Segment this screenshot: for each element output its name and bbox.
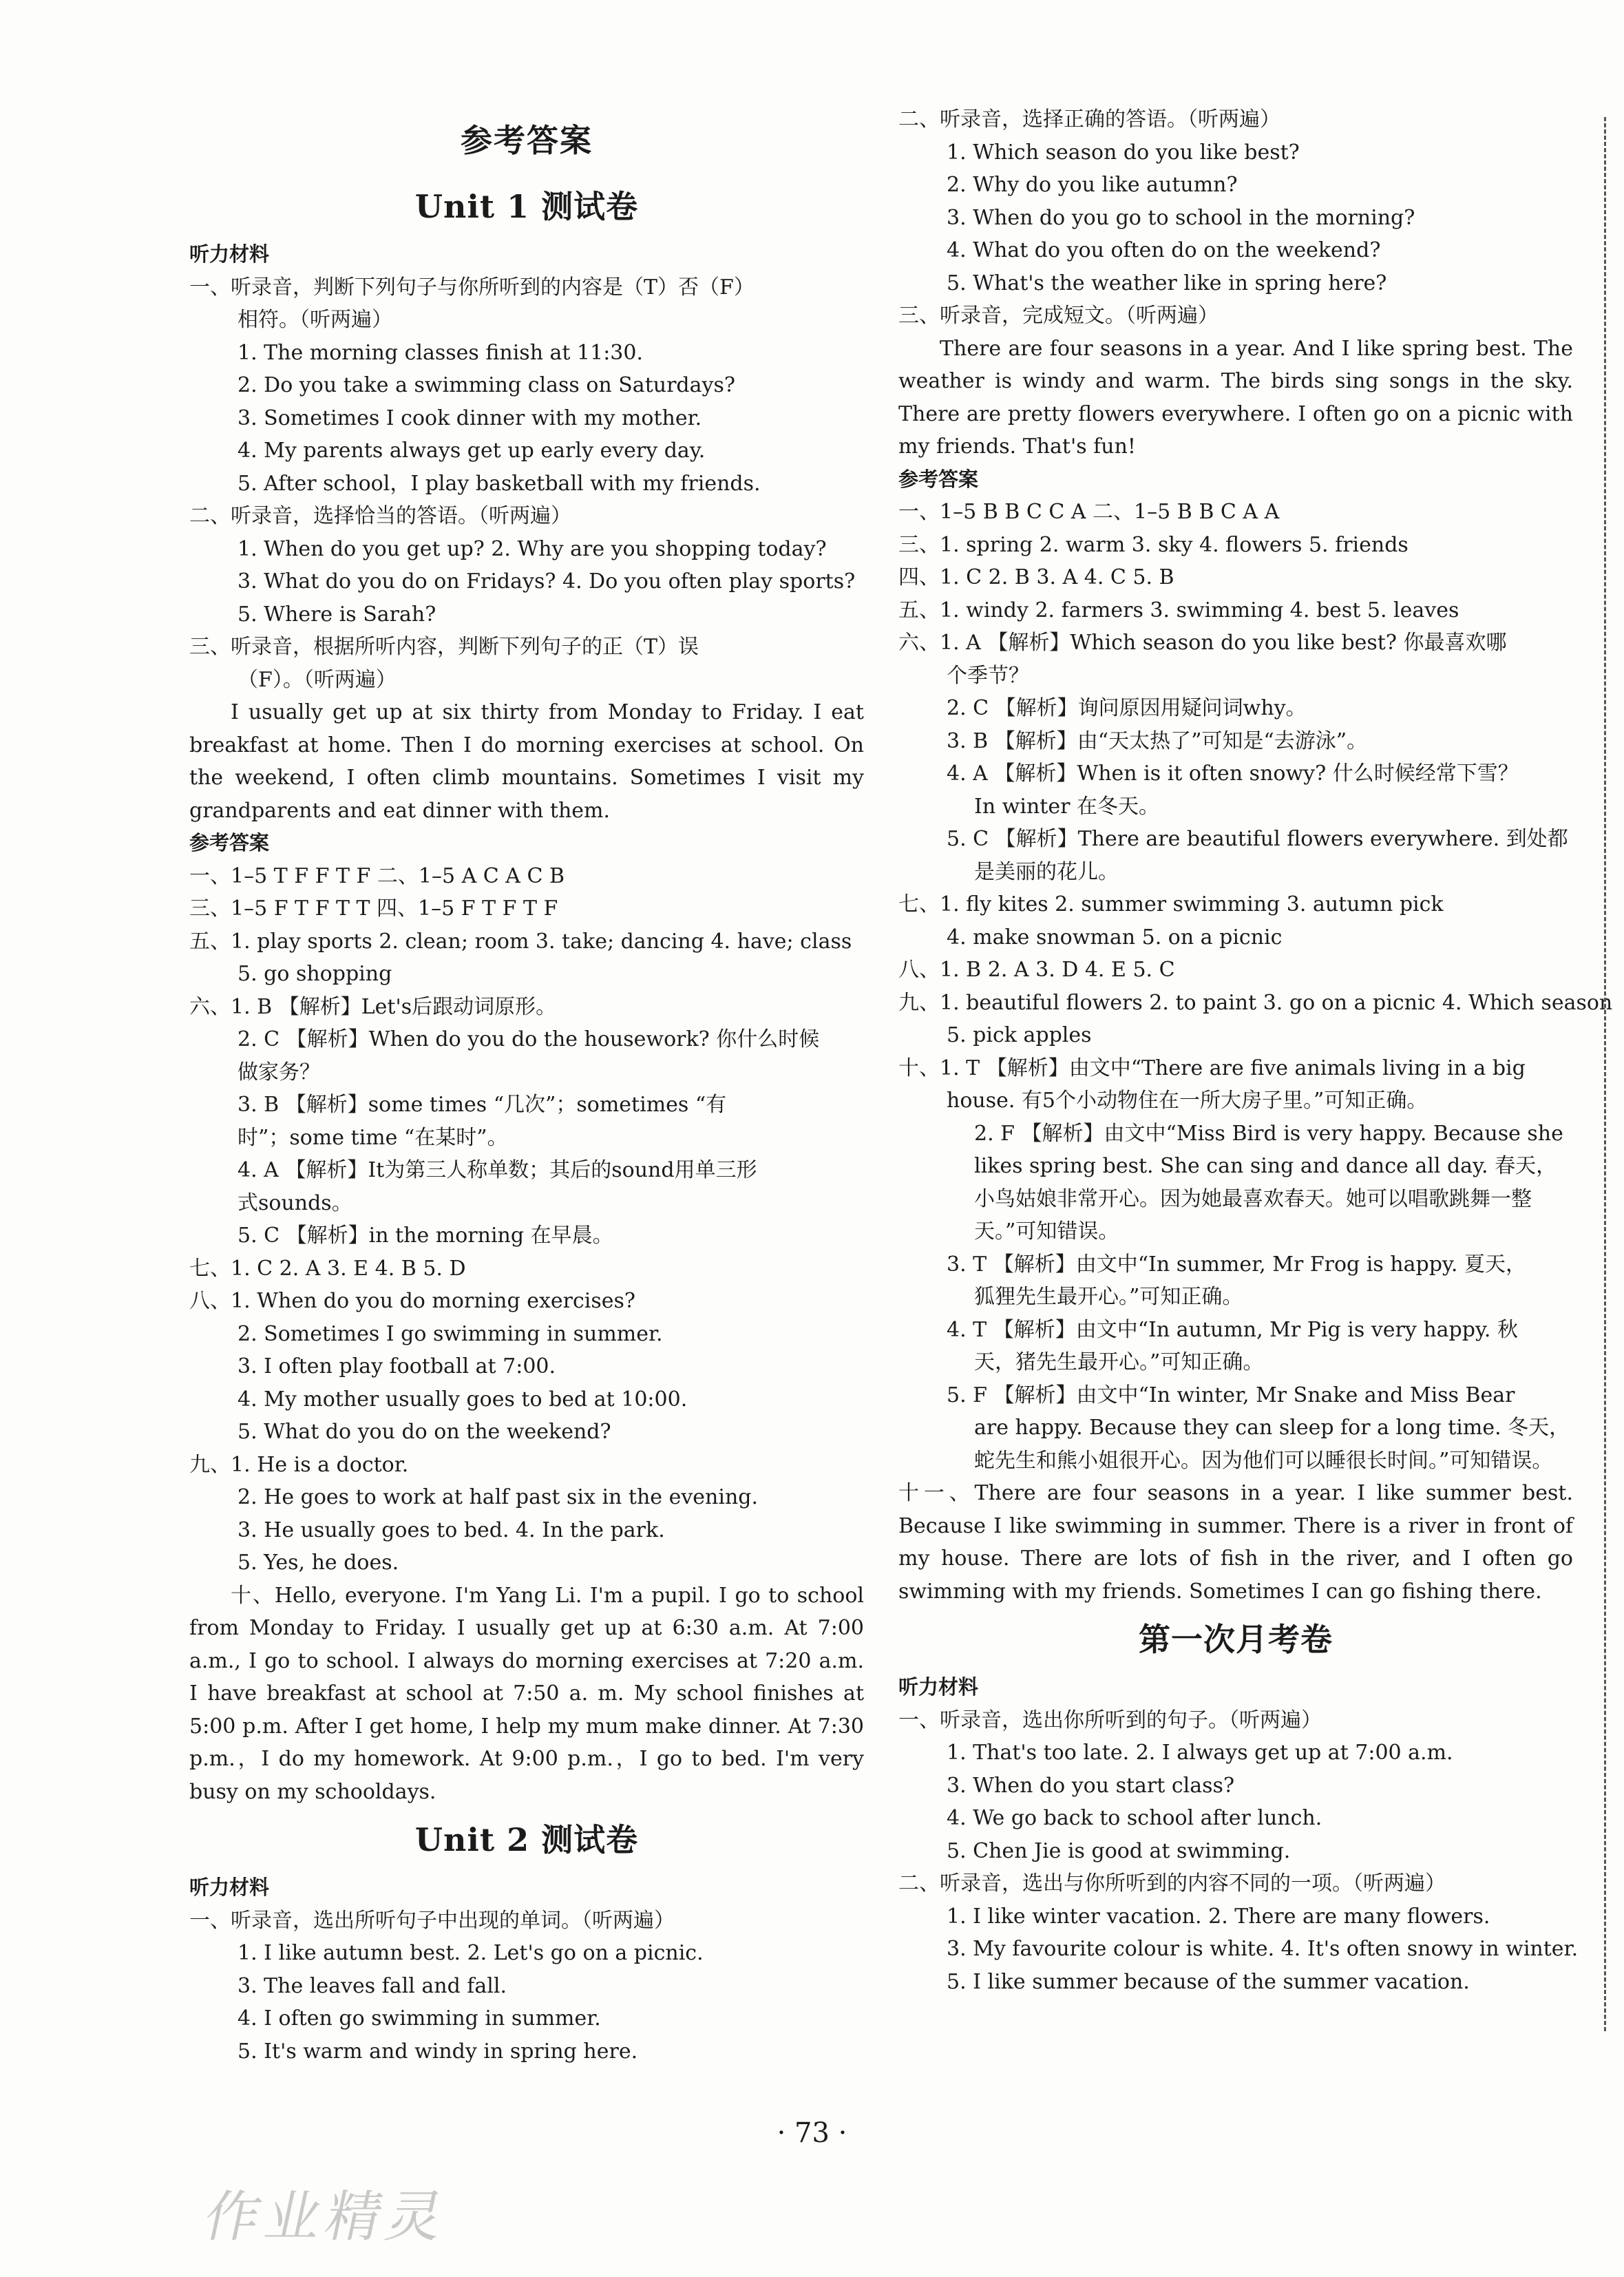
indented-line: 相符。（听两遍） [238,308,392,332]
text-line: 一、1–5 B B C C A 二、1–5 B B C A A [898,500,1280,524]
section-heading: 第一次月考卷 [1139,1621,1333,1658]
indented-line: 狐狸先生最开心。”可知正确。 [974,1285,1243,1309]
text-line: 五、1. windy 2. farmers 3. swimming 4. best 5. leaves [898,598,1459,622]
indented-line: 2. Sometimes I go swimming in summer. [238,1321,663,1346]
indented-line: 时”；some time “在某时”。 [238,1125,508,1150]
text-line: 七、1. C 2. A 3. E 4. B 5. D [189,1256,466,1281]
text-line: 十、1. T 【解析】由文中“There are five animals living in a big [898,1056,1526,1080]
indented-line: 4. I often go swimming in summer. [238,2006,601,2031]
text-line: 三、1–5 F T F T T 四、1–5 F T F T F [189,896,558,921]
indented-line: 5. I like summer because of the summer vacation. [947,1969,1470,1994]
indented-line: 3. T 【解析】由文中“In summer, Mr Frog is happy. 夏天， [947,1252,1526,1277]
indented-line: 5. C 【解析】There are beautiful flowers everywhere. 到处都 [947,827,1568,851]
indented-line: 3. Sometimes I cook dinner with my mother. [238,406,702,430]
indented-line: 3. B 【解析】some times “几次”；sometimes “有 [238,1093,727,1117]
subsection-label: 听力材料 [189,242,270,266]
indented-line: 4. What do you often do on the weekend? [947,238,1381,262]
indented-line: 3. When do you start class? [947,1773,1235,1798]
indented-line: 4. T 【解析】由文中“In autumn, Mr Pig is very happy. 秋 [947,1317,1518,1342]
indented-line: 5. pick apples [947,1023,1092,1047]
text-line: 二、听录音，选出与你所听到的内容不同的一项。（听两遍） [898,1871,1446,1896]
indented-line: 5. C 【解析】in the morning 在早晨。 [238,1224,613,1248]
subsection-label: 听力材料 [189,1876,270,1899]
indented-line: 5. Yes, he does. [238,1551,399,1575]
subsection-label: 听力材料 [898,1675,979,1699]
indented-line: 5. F 【解析】由文中“In winter, Mr Snake and Miss Bear [947,1383,1515,1407]
paragraph: There are four seasons in a year. And I like spring best. The weather is windy and warm. The birds sing songs in the sky. There are pretty flowers everywhere. I often go on a picnic with my friends. That's fun! [898,336,1573,459]
section-heading: Unit 1 测试卷 [414,188,639,225]
indented-line: 2. C 【解析】询问原因用疑问词why。 [947,696,1307,720]
indented-line: 是美丽的花儿。 [974,859,1119,884]
paragraph: 十、Hello, everyone. I'm Yang Li. I'm a pupil. I go to school from Monday to Friday. I usually get up at 6:30 a.m. At 7:00 a.m., I go to school. I always do morning exercises at 7:20 a.m. I have breakfast at school at 7:50 a. m. My school finishes at 5:00 p.m. After I get home, I help my mum make dinner. At 7:30 p.m.，I do my homework. At 9:00 p.m.，I go to bed. I'm very busy on my schooldays. [189,1583,864,1804]
text-line: 八、1. When do you do morning exercises? [189,1289,636,1313]
indented-line: 5. Where is Sarah? [238,602,436,627]
indented-line: （F）。（听两遍） [238,667,397,692]
indented-line: 3. B 【解析】由“天太热了”可知是“去游泳”。 [947,728,1368,753]
text-line: 六、1. B 【解析】Let's后跟动词原形。 [189,994,557,1019]
indented-line: 4. A 【解析】It为第三人称单数；其后的sound用单三形 [238,1158,757,1182]
indented-line: In winter 在冬天。 [974,794,1159,819]
indented-line: 1. That's too late. 2. I always get up at 7:00 a.m. [947,1741,1453,1765]
indented-line: 2. Do you take a swimming class on Saturdays? [238,373,735,397]
indented-line: 做家务？ [238,1060,320,1084]
indented-line: 天，猪先生最开心。”可知正确。 [974,1350,1264,1374]
indented-line: 4. My mother usually goes to bed at 10:00. [238,1387,688,1412]
indented-line: house. 有5个小动物住在一所大房子里。”可知正确。 [947,1089,1428,1113]
indented-line: 3. When do you go to school in the morning? [947,205,1415,230]
indented-line: 2. C 【解析】When do you do the housework? 你什么时候 [238,1027,820,1051]
indented-line: 2. He goes to work at half past six in the evening. [238,1485,759,1509]
subsection-label: 参考答案 [898,467,979,491]
page-number: · 73 · [777,2117,847,2149]
text-line: 四、1. C 2. B 3. A 4. C 5. B [898,565,1174,589]
text-line: 二、听录音，选择正确的答语。（听两遍） [898,107,1280,132]
text-line: 一、听录音，判断下列句子与你所听到的内容是（T）否（F） [189,275,755,300]
text-line: 八、1. B 2. A 3. D 4. E 5. C [898,958,1175,982]
indented-line: 4. A 【解析】When is it often snowy? 什么时候经常下雪？ [947,762,1519,786]
text-line: 九、1. He is a doctor. [189,1452,409,1477]
subsection-label: 参考答案 [189,831,270,854]
indented-line: 3. My favourite colour is white. 4. It's often snowy in winter. [947,1937,1579,1961]
text-line: 三、听录音，完成短文。（听两遍） [898,304,1219,328]
left-column [189,103,864,2068]
indented-line: 5. Chen Jie is good at swimming. [947,1838,1291,1863]
indented-line: 5. After school，I play basketball with my friends. [238,471,761,496]
section-heading: Unit 2 测试卷 [414,1821,639,1858]
indented-line: 5. What's the weather like in spring here? [947,271,1387,295]
paragraph: 十一、There are four seasons in a year. I like summer best. Because I like swimming in summer. There is a river in front of my house. There are lots of fish in the river, and I often go swimming with my friends. Sometimes I can go fishing there. [898,1481,1573,1604]
wrapped-line: 2. F 【解析】由文中“Miss Bird is very happy. Because she likes spring best. She can sing and dance all day. 春天，小鸟姑娘非常开心。因为她最喜欢春天。她可以唱歌跳舞一整天。”可知错误。 [974,1121,1563,1244]
text-line: 一、听录音，选出你所听到的句子。（听两遍） [898,1708,1322,1732]
dashed-divider [1604,117,1606,2031]
right-column [898,103,1613,1998]
indented-line: 4. We go back to school after lunch. [947,1806,1322,1830]
indented-line: 4. make snowman 5. on a picnic [947,925,1283,949]
indented-line: 4. My parents always get up early every day. [238,439,706,463]
paragraph: I usually get up at six thirty from Monday to Friday. I eat breakfast at home. Then I do morning exercises at school. On the weekend, I often climb mountains. Sometimes I visit my grandparents and eat dinner with them. [189,700,864,823]
indented-line: 5. What do you do on the weekend? [238,1420,611,1444]
indented-line: 1. Which season do you like best? [947,140,1300,165]
text-line: 一、1–5 T F F T F 二、1–5 A C A C B [189,863,565,888]
indented-line: 1. When do you get up? 2. Why are you shopping today? [238,536,827,561]
text-line: 一、听录音，选出所听句子中出现的单词。（听两遍） [189,1908,675,1933]
page-heading: 参考答案 [461,122,593,159]
indented-line: 3. I often play football at 7:00. [238,1354,556,1378]
indented-line: 5. go shopping [238,962,392,986]
indented-line: 1. I like winter vacation. 2. There are many flowers. [947,1904,1490,1929]
indented-line: 1. The morning classes finish at 11:30. [238,340,644,365]
indented-line: 1. I like autumn best. 2. Let's go on a picnic. [238,1941,704,1965]
indented-line: 5. It's warm and windy in spring here. [238,2039,638,2064]
text-line: 七、1. fly kites 2. summer swimming 3. autumn pick [898,892,1444,916]
text-line: 二、听录音，选择恰当的答语。（听两遍） [189,504,571,528]
text-line: 九、1. beautiful flowers 2. to paint 3. go on a picnic 4. Which season [898,990,1613,1015]
text-line: 三、1. spring 2. warm 3. sky 4. flowers 5. friends [898,532,1409,557]
indented-line: 3. The leaves fall and fall. [238,1973,507,1998]
indented-line: 式sounds。 [238,1190,352,1215]
wrapped-line: are happy. Because they can sleep for a long time. 冬天，蛇先生和熊小姐很开心。因为他们可以睡很长时间。”可知错误。 [974,1416,1570,1473]
indented-line: 个季节？ [947,663,1029,688]
text-line: 三、听录音，根据所听内容，判断下列句子的正（T）误 [189,635,699,659]
indented-line: 3. He usually goes to bed. 4. In the park. [238,1518,665,1542]
indented-line: 2. Why do you like autumn? [947,173,1238,197]
indented-line: 3. What do you do on Fridays? 4. Do you often play sports? [238,569,856,594]
text-line: 六、1. A 【解析】Which season do you like best? 你最喜欢哪 [898,631,1507,655]
watermark: 作业精灵 [198,2185,455,2249]
text-line: 五、1. play sports 2. clean; room 3. take; dancing 4. have; class [189,929,852,954]
